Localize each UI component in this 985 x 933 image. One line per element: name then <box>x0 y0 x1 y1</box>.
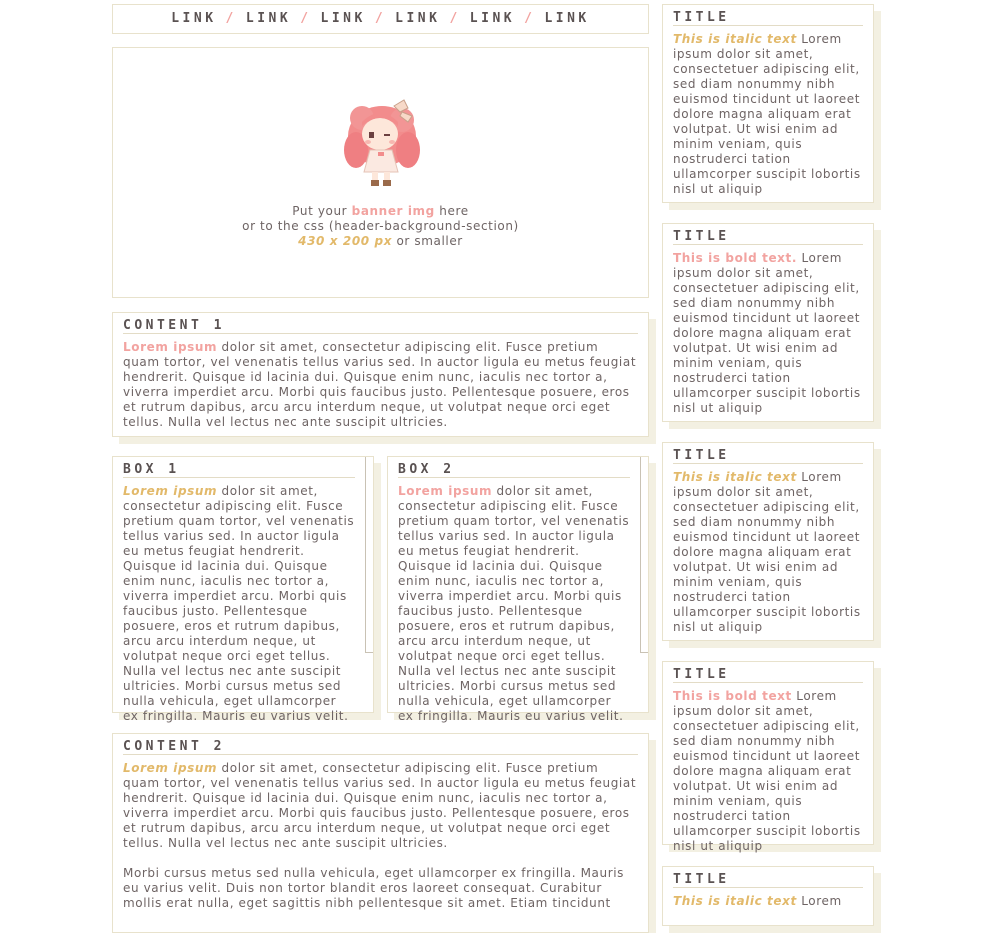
caption-highlight: banner img <box>351 204 435 218</box>
sidebar-box-body: Lorem ipsum dolor sit amet, consectetuer adipiscing elit, sed diam nonummy nibh euismod tincidunt ut laoreet dolore magna aliquam erat volutpat. Ut wisi enim ad minim veniam, quis nostruderci tation ullamcorper suscipit lobortis nisl ut aliquip <box>673 689 861 853</box>
nav-link-3[interactable]: LINK <box>320 11 366 26</box>
box-2-title: BOX 2 <box>398 463 630 478</box>
content-2-body: dolor sit amet, consectetur adipiscing elit. Fusce pretium quam tortor, vel venenatis tellus varius sed. In auctor ligula eu metus feugiat hendrerit. Quisque id lacinia dui. Quisque enim nunc, iaculis nec tortor a, viverra imperdiet arcu. Morbi quis faucibus justo. Pellentesque posuere, eros et rutrum dapibus, arcu arcu interdum neque, ut volutpat neque orci eget tellus. Nulla vel lectus nec ante suscipit ultricies. <box>123 761 637 850</box>
sidebar-box-3 <box>662 442 874 641</box>
nav-separator: / <box>524 11 536 26</box>
content-1-text <box>123 340 638 430</box>
nav-link-6[interactable]: LINK <box>544 11 590 26</box>
box-2-text <box>398 484 630 724</box>
sidebar-italic-lead: This is italic text <box>673 470 797 484</box>
sidebar-box-4 <box>662 661 874 853</box>
sidebar-italic-lead: This is italic text <box>673 32 797 46</box>
box-2-panel[interactable] <box>387 456 649 723</box>
sidebar-box-text <box>673 251 863 416</box>
content-2-paragraph-2: Morbi cursus metus sed nulla vehicula, eget ullamcorper ex fringilla. Mauris eu varius velit. Duis non tortor blandit eros laoreet consequat. Curabitur mollis erat nulla, eget sagittis nibh pellentesque sit amet. Etiam tincidunt <box>123 866 625 910</box>
box-2-body: dolor sit amet, consectetur adipiscing elit. Fusce pretium quam tortor, vel venenatis tellus varius sed. In auctor ligula eu metus feugiat hendrerit. Quisque id lacinia dui. Quisque enim nunc, iaculis nec tortor a, viverra imperdiet arcu. Morbi quis faucibus justo. Pellentesque posuere, eros et rutrum dapibus, arcu arcu interdum neque, ut volutpat neque orci eget tellus. Nulla vel lectus nec ante suscipit ultricies. Morbi cursus metus sed nulla vehicula, eget ullamcorper ex fringilla. Mauris eu varius velit. <box>398 484 630 723</box>
box-2-lead: Lorem ipsum <box>398 484 493 498</box>
sidebar-box-body: Lorem <box>796 894 842 908</box>
sidebar-box-title: TITLE <box>673 668 863 683</box>
nav-link-4[interactable]: LINK <box>395 11 441 26</box>
nav-separator: / <box>374 11 387 26</box>
content-2-title: CONTENT 2 <box>123 740 638 755</box>
sidebar-box-body: Lorem ipsum dolor sit amet, consectetuer adipiscing elit, sed diam nonummy nibh euismod tincidunt ut laoreet dolore magna aliquam erat volutpat. Ut wisi enim ad minim veniam, quis nostruderci tation ullamcorper suscipit lobortis nisl ut aliquip <box>673 32 861 196</box>
header-banner <box>112 47 649 298</box>
nav-link-1[interactable]: LINK <box>171 11 217 26</box>
pixel-girl-banner-image <box>342 98 422 190</box>
sidebar-box-text <box>673 894 863 909</box>
sidebar-box-body: Lorem ipsum dolor sit amet, consectetuer adipiscing elit, sed diam nonummy nibh euismod tincidunt ut laoreet dolore magna aliquam erat volutpat. Ut wisi enim ad minim veniam, quis nostruderci tation ullamcorper suscipit lobortis nisl ut aliquip <box>673 251 861 415</box>
top-nav <box>112 4 649 34</box>
content-2-text <box>123 761 638 851</box>
caption-line-1 <box>113 204 648 219</box>
sidebar-box-5 <box>662 866 874 926</box>
caption-text: or smaller <box>392 234 463 248</box>
box-1-body: dolor sit amet, consectetur adipiscing elit. Fusce pretium quam tortor, vel venenatis tellus varius sed. In auctor ligula eu metus feugiat hendrerit. Quisque id lacinia dui. Quisque enim nunc, iaculis nec tortor a, viverra imperdiet arcu. Morbi quis faucibus justo. Pellentesque posuere, eros et rutrum dapibus, arcu arcu interdum neque, ut volutpat neque orci eget tellus. Nulla vel lectus nec ante suscipit ultricies. Morbi cursus metus sed nulla vehicula, eget ullamcorper ex fringilla. Mauris eu varius velit. <box>123 484 355 723</box>
sidebar-box-2 <box>662 223 874 422</box>
caption-line-2: or to the css (header-background-section) <box>242 219 519 233</box>
nav-separator: / <box>449 11 461 26</box>
box-1-panel[interactable] <box>112 456 374 723</box>
banner-caption <box>113 204 648 249</box>
nav-separator: / <box>225 11 237 26</box>
sidebar-box-1 <box>662 4 874 203</box>
sidebar-box-title: TITLE <box>673 11 863 26</box>
sidebar-bold-lead: This is bold text <box>673 689 792 703</box>
caption-size-highlight: 430 x 200 px <box>298 234 393 248</box>
sidebar-box-text <box>673 689 863 854</box>
sidebar-box-title: TITLE <box>673 230 863 245</box>
sidebar-italic-lead: This is italic text <box>673 894 797 908</box>
nav-separator: / <box>300 11 312 26</box>
content-2-lead: Lorem ipsum <box>123 761 218 775</box>
box-2-scrollbar[interactable] <box>640 457 648 653</box>
caption-text: here <box>434 204 469 218</box>
sidebar-box-title: TITLE <box>673 449 863 464</box>
content-1-lead: Lorem ipsum <box>123 340 218 354</box>
sidebar-box-body: Lorem ipsum dolor sit amet, consectetuer adipiscing elit, sed diam nonummy nibh euismod tincidunt ut laoreet dolore magna aliquam erat volutpat. Ut wisi enim ad minim veniam, quis nostruderci tation ullamcorper suscipit lobortis nisl ut aliquip <box>673 470 861 634</box>
sidebar-box-title: TITLE <box>673 873 863 888</box>
box-1-lead: Lorem ipsum <box>123 484 218 498</box>
caption-text: Put your <box>292 204 352 218</box>
caption-line-3 <box>113 234 648 249</box>
content-2-panel <box>112 733 649 933</box>
sidebar-box-text <box>673 470 863 635</box>
box-1-scrollbar[interactable] <box>365 457 373 653</box>
sidebar-bold-lead: This is bold text. <box>673 251 798 265</box>
sidebar-box-text <box>673 32 863 197</box>
content-1-panel <box>112 312 649 437</box>
box-1-text <box>123 484 355 724</box>
nav-link-5[interactable]: LINK <box>469 11 516 26</box>
content-1-title: CONTENT 1 <box>123 319 638 334</box>
box-1-title: BOX 1 <box>123 463 355 478</box>
content-1-body: dolor sit amet, consectetur adipiscing elit. Fusce pretium quam tortor, vel venenatis tellus varius sed. In auctor ligula eu metus feugiat hendrerit. Quisque id lacinia dui. Quisque enim nunc, iaculis nec tortor a, viverra imperdiet arcu. Morbi quis faucibus justo. Pellentesque posuere, eros et rutrum dapibus, arcu arcu interdum neque, ut volutpat neque orci eget tellus. Nulla vel lectus nec ante suscipit ultricies. <box>123 340 637 429</box>
nav-link-2[interactable]: LINK <box>245 11 292 26</box>
